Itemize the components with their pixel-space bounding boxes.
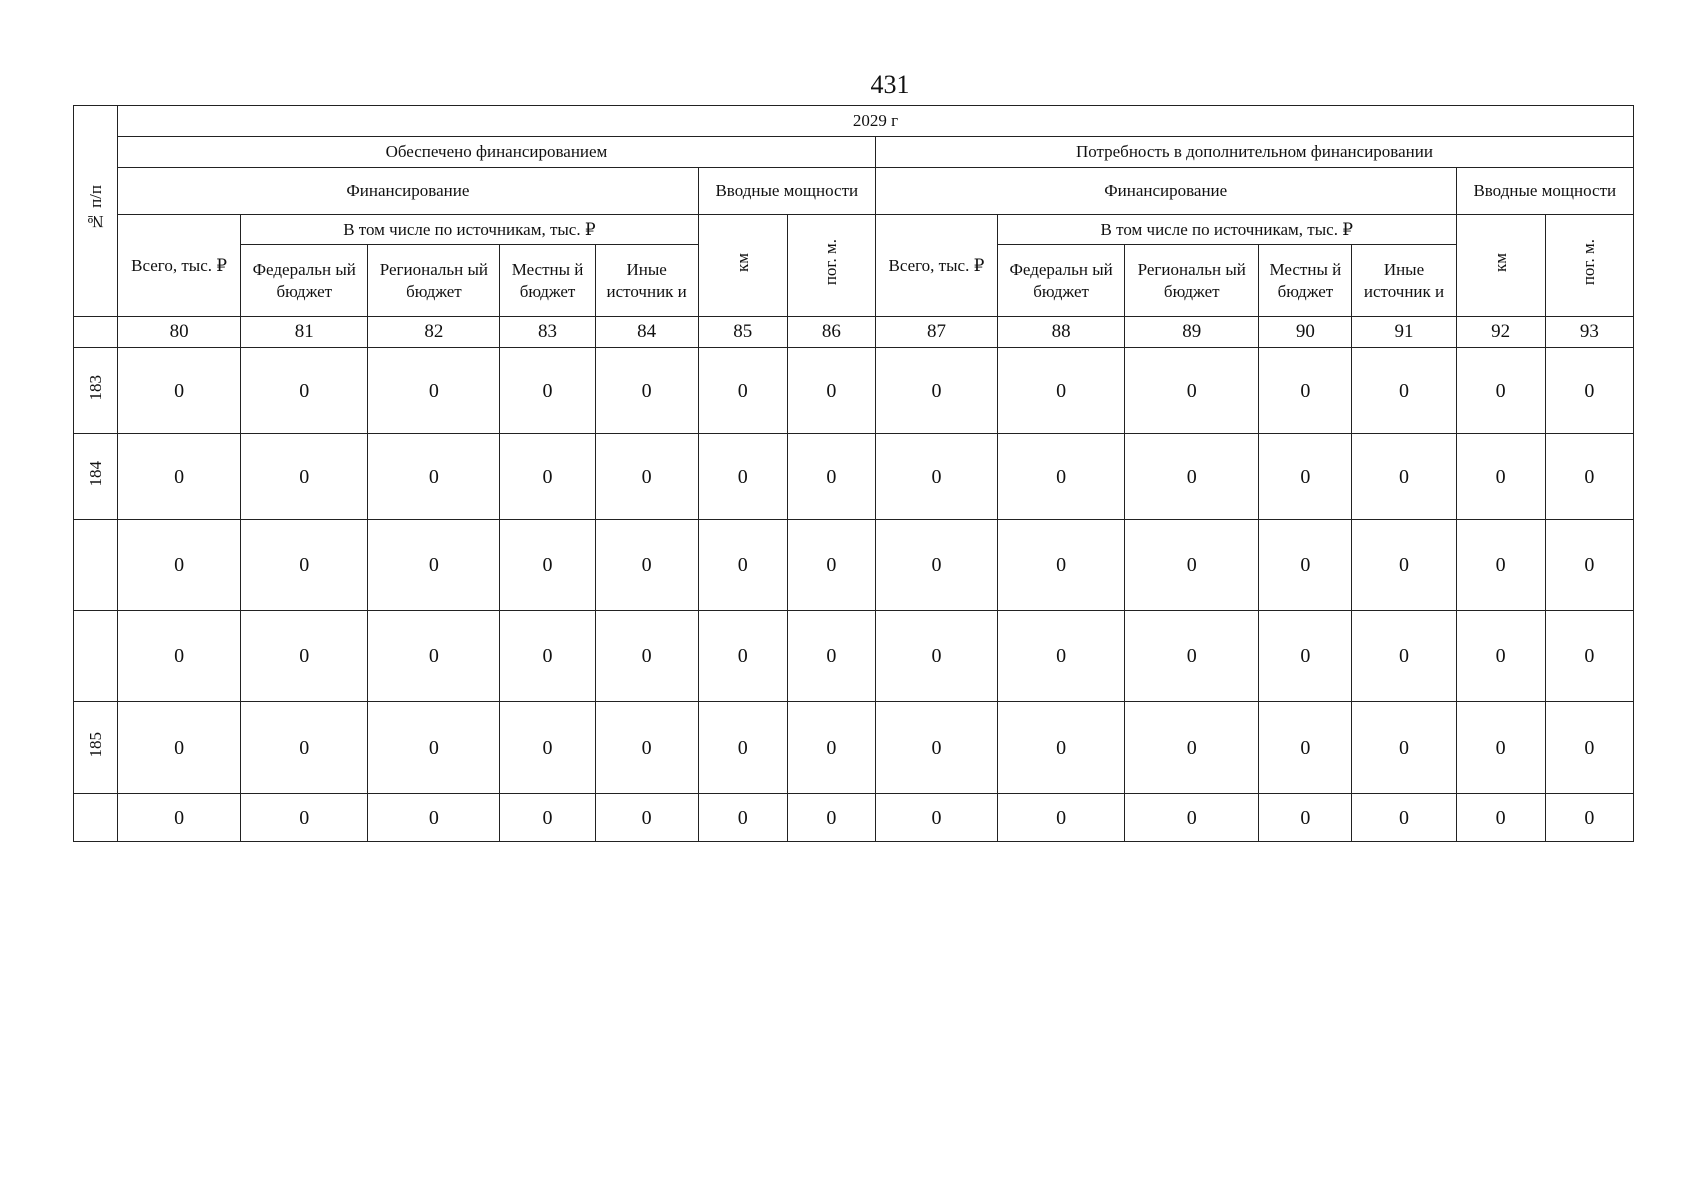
column-number: 83 (500, 317, 595, 348)
column-number: 92 (1456, 317, 1545, 348)
value-cell: 0 (500, 434, 595, 520)
value-cell: 0 (875, 611, 997, 702)
column-number: 91 (1352, 317, 1456, 348)
value-cell: 0 (595, 520, 698, 611)
value-cell: 0 (998, 702, 1125, 794)
federal-header: Федеральн ый бюджет (998, 245, 1125, 317)
value-cell: 0 (1545, 611, 1633, 702)
value-cell: 0 (241, 702, 368, 794)
km-header (698, 215, 787, 317)
column-number: 82 (368, 317, 500, 348)
value-cell: 0 (1545, 348, 1633, 434)
value-cell: 0 (1456, 794, 1545, 842)
value-cell: 0 (1125, 520, 1259, 611)
pog-m-header-label: пог. м. (1579, 239, 1599, 286)
column-number: 80 (118, 317, 241, 348)
value-cell: 0 (1125, 702, 1259, 794)
value-cell: 0 (1259, 794, 1352, 842)
regional-header: Региональн ый бюджет (368, 245, 500, 317)
column-number: 81 (241, 317, 368, 348)
table-row (74, 434, 1634, 520)
value-cell: 0 (1259, 348, 1352, 434)
total-header: Всего, тыс. ₽ (118, 215, 241, 317)
value-cell: 0 (241, 348, 368, 434)
value-cell: 0 (1545, 434, 1633, 520)
value-cell: 0 (1125, 794, 1259, 842)
value-cell: 0 (500, 794, 595, 842)
value-cell: 0 (998, 434, 1125, 520)
row-number-cell (74, 520, 118, 611)
value-cell: 0 (875, 434, 997, 520)
value-cell: 0 (1456, 702, 1545, 794)
value-cell: 0 (875, 794, 997, 842)
pog-m-header-label: пог. м. (821, 239, 841, 286)
page-number: 431 (870, 70, 910, 99)
value-cell: 0 (698, 520, 787, 611)
value-cell: 0 (118, 794, 241, 842)
value-cell: 0 (1352, 348, 1456, 434)
row-number: 183 (85, 374, 105, 401)
row-number: 184 (85, 460, 105, 487)
column-number-row (74, 317, 1634, 348)
value-cell: 0 (500, 611, 595, 702)
value-cell: 0 (1125, 611, 1259, 702)
column-number: 88 (998, 317, 1125, 348)
value-cell: 0 (241, 520, 368, 611)
year-header: 2029 г (118, 106, 1634, 137)
row-number-header-label: № п/п (85, 184, 105, 232)
column-number: 85 (698, 317, 787, 348)
value-cell: 0 (787, 348, 875, 434)
by-sources-header: В том числе по источникам, тыс. ₽ (998, 215, 1457, 245)
km-header-label: км (1490, 252, 1510, 273)
value-cell: 0 (998, 794, 1125, 842)
value-cell: 0 (1456, 520, 1545, 611)
km-header-label: км (732, 252, 752, 273)
column-number: 86 (787, 317, 875, 348)
row-number-cell (74, 434, 118, 520)
value-cell: 0 (1125, 348, 1259, 434)
value-cell: 0 (368, 794, 500, 842)
value-cell: 0 (595, 434, 698, 520)
value-cell: 0 (698, 702, 787, 794)
value-cell: 0 (368, 434, 500, 520)
table-row (74, 348, 1634, 434)
group-secured-header: Обеспечено финансированием (118, 137, 876, 168)
km-header (1456, 215, 1545, 317)
table-row (74, 520, 1634, 611)
value-cell: 0 (875, 348, 997, 434)
other-header: Иные источник и (595, 245, 698, 317)
value-cell: 0 (118, 702, 241, 794)
value-cell: 0 (875, 702, 997, 794)
value-cell: 0 (1259, 702, 1352, 794)
value-cell: 0 (1352, 794, 1456, 842)
value-cell: 0 (118, 611, 241, 702)
column-number: 87 (875, 317, 997, 348)
value-cell: 0 (1456, 434, 1545, 520)
value-cell: 0 (368, 611, 500, 702)
header-row-sources (74, 215, 1634, 245)
row-number-cell (74, 348, 118, 434)
value-cell: 0 (368, 702, 500, 794)
column-number: 84 (595, 317, 698, 348)
value-cell: 0 (1545, 520, 1633, 611)
row-number-cell (74, 702, 118, 794)
value-cell: 0 (595, 702, 698, 794)
column-number: 93 (1545, 317, 1633, 348)
value-cell: 0 (998, 611, 1125, 702)
value-cell: 0 (787, 434, 875, 520)
value-cell: 0 (595, 794, 698, 842)
financing-table (73, 105, 1634, 842)
group-additional-header: Потребность в дополнительном финансировании (875, 137, 1633, 168)
row-number-header (74, 106, 118, 317)
value-cell: 0 (241, 794, 368, 842)
value-cell: 0 (1259, 611, 1352, 702)
value-cell: 0 (500, 348, 595, 434)
financing-header: Финансирование (875, 168, 1456, 215)
value-cell: 0 (787, 611, 875, 702)
value-cell: 0 (698, 434, 787, 520)
by-sources-header: В том числе по источникам, тыс. ₽ (241, 215, 699, 245)
table-row (74, 611, 1634, 702)
value-cell: 0 (595, 348, 698, 434)
value-cell: 0 (500, 702, 595, 794)
header-row-year (74, 106, 1634, 137)
row-number-cell (74, 794, 118, 842)
local-header: Местны й бюджет (500, 245, 595, 317)
local-header: Местны й бюджет (1259, 245, 1352, 317)
table-row (74, 702, 1634, 794)
header-row-sections (74, 168, 1634, 215)
value-cell: 0 (1545, 794, 1633, 842)
value-cell: 0 (1352, 520, 1456, 611)
pog-m-header (1545, 215, 1633, 317)
value-cell: 0 (241, 611, 368, 702)
value-cell: 0 (1125, 434, 1259, 520)
value-cell: 0 (787, 520, 875, 611)
value-cell: 0 (698, 794, 787, 842)
value-cell: 0 (118, 434, 241, 520)
value-cell: 0 (875, 520, 997, 611)
column-number: 90 (1259, 317, 1352, 348)
value-cell: 0 (1352, 702, 1456, 794)
value-cell: 0 (787, 702, 875, 794)
table-row (74, 794, 1634, 842)
value-cell: 0 (1352, 434, 1456, 520)
value-cell: 0 (698, 611, 787, 702)
header-row-groups (74, 137, 1634, 168)
value-cell: 0 (1352, 611, 1456, 702)
value-cell: 0 (698, 348, 787, 434)
federal-header: Федеральн ый бюджет (241, 245, 368, 317)
value-cell: 0 (368, 520, 500, 611)
regional-header: Региональн ый бюджет (1125, 245, 1259, 317)
value-cell: 0 (1456, 348, 1545, 434)
capacity-header: Вводные мощности (698, 168, 875, 215)
column-number: 89 (1125, 317, 1259, 348)
row-number-cell (74, 611, 118, 702)
value-cell: 0 (118, 520, 241, 611)
pog-m-header (787, 215, 875, 317)
value-cell: 0 (998, 348, 1125, 434)
other-header: Иные источник и (1352, 245, 1456, 317)
capacity-header: Вводные мощности (1456, 168, 1633, 215)
value-cell: 0 (1545, 702, 1633, 794)
row-number: 185 (85, 731, 105, 758)
value-cell: 0 (368, 348, 500, 434)
value-cell: 0 (1259, 520, 1352, 611)
value-cell: 0 (1259, 434, 1352, 520)
column-number-blank (74, 317, 118, 348)
value-cell: 0 (1456, 611, 1545, 702)
value-cell: 0 (998, 520, 1125, 611)
total-header: Всего, тыс. ₽ (875, 215, 997, 317)
financing-header: Финансирование (118, 168, 699, 215)
value-cell: 0 (241, 434, 368, 520)
value-cell: 0 (787, 794, 875, 842)
value-cell: 0 (118, 348, 241, 434)
value-cell: 0 (595, 611, 698, 702)
value-cell: 0 (500, 520, 595, 611)
